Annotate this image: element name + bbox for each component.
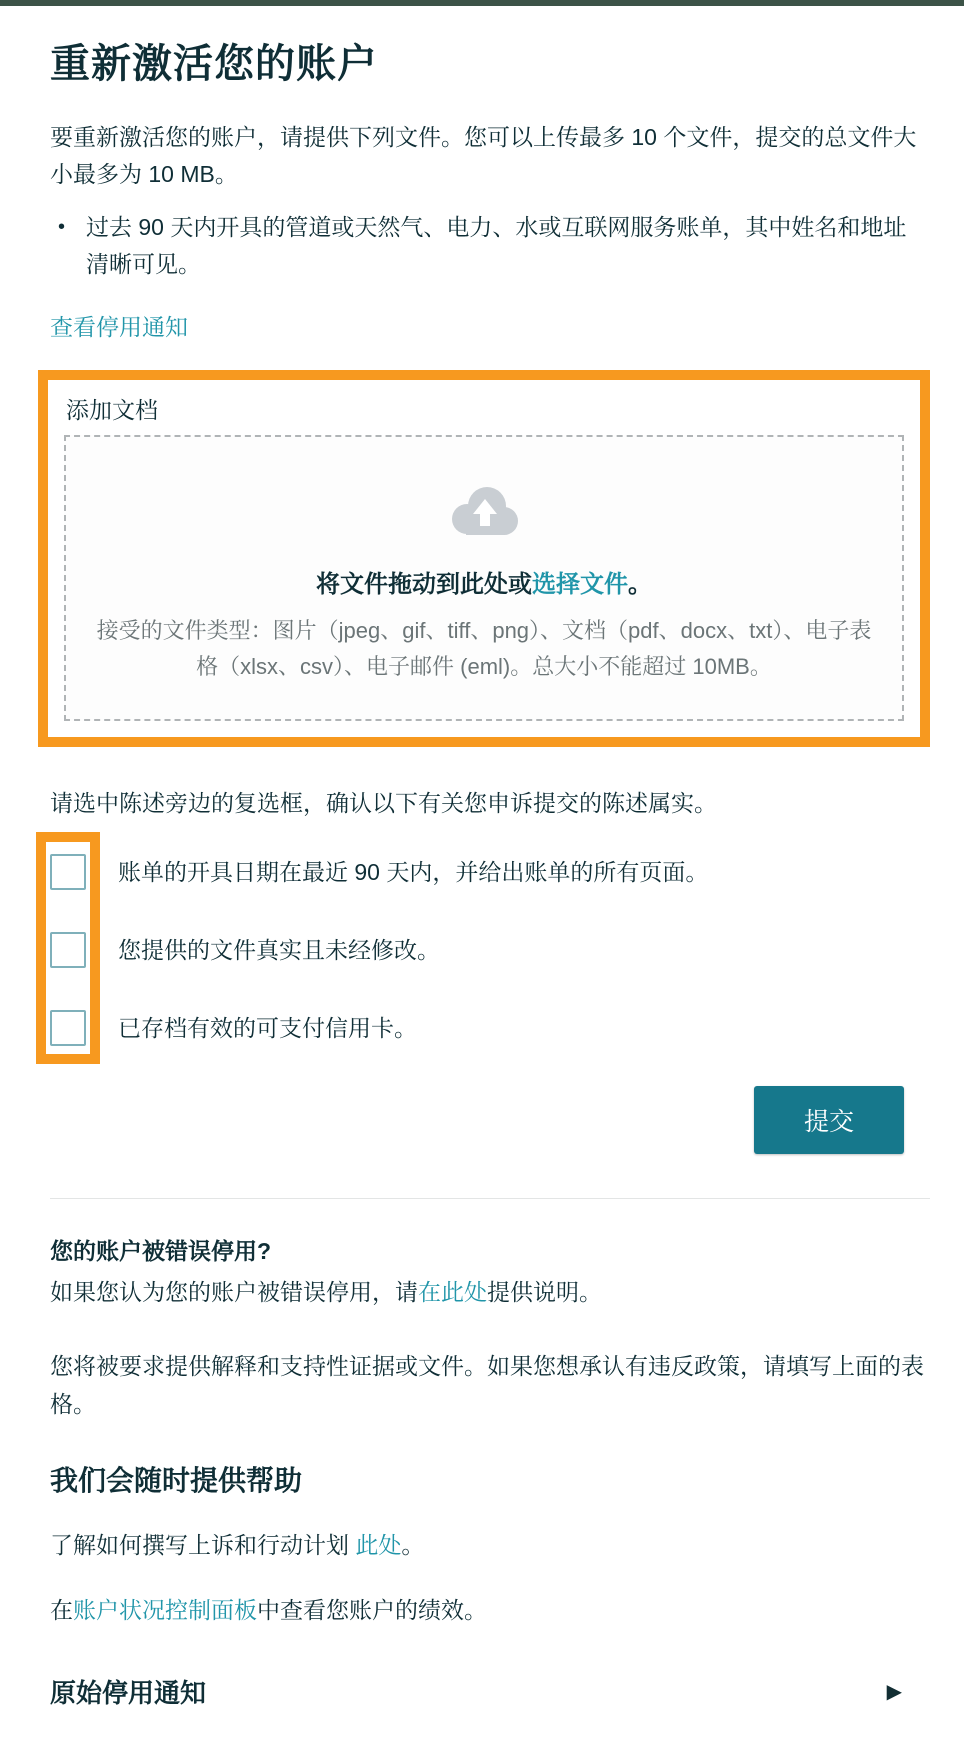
view-deactivation-notice-link[interactable]: 查看停用通知 (50, 314, 188, 340)
bullet-icon: • (58, 216, 66, 238)
add-documents-label: 添加文档 (66, 397, 158, 423)
checkbox-label: 账单的开具日期在最近 90 天内，并给出账单的所有页面。 (118, 859, 709, 885)
upload-cloud-icon (444, 479, 524, 546)
wrongly-deactivated-heading: 您的账户被错误停用? (50, 1238, 272, 1264)
here-link-explanation[interactable]: 在此处 (418, 1279, 487, 1305)
upload-highlight-box (38, 370, 930, 747)
bullet-text: 过去 90 天内开具的管道或天然气、电力、水或互联网服务账单，其中姓名和地址清晰可见。 (86, 214, 907, 277)
help-line-prefix: 了解如何撰写上诉和行动计划 (50, 1532, 356, 1558)
choose-files-link[interactable]: 选择文件 (532, 571, 628, 598)
original-notice-row[interactable] (50, 1673, 930, 1710)
top-border-bar (0, 0, 964, 6)
checkbox-instruction: 请选中陈述旁边的复选框，确认以下有关您申诉提交的陈述属实。 (50, 790, 717, 816)
bill-date-checkbox[interactable] (50, 854, 86, 890)
intro-text: 要重新激活您的账户，请提供下列文件。您可以上传最多 10 个文件，提交的总文件大小最多为 10 MB。 (50, 124, 917, 187)
checkbox-label: 您提供的文件真实且未经修改。 (118, 937, 440, 963)
wrongly-deactivated-line (50, 1274, 930, 1311)
checkbox-row-valid-card (50, 1010, 930, 1046)
explanation-paragraph: 您将被要求提供解释和支持性证据或文件。如果您想承认有违反政策，请填写上面的表格。 (50, 1353, 924, 1417)
confirmation-checkbox-group (50, 832, 930, 1064)
required-documents-list (50, 209, 930, 283)
wrong-line-suffix: 提供说明。 (487, 1279, 602, 1305)
page-title: 重新激活您的账户 (50, 42, 378, 86)
original-notice-heading: 原始停用通知 (50, 1678, 207, 1708)
list-item (50, 209, 910, 283)
here-link-appeal-guide[interactable]: 此处 (355, 1532, 402, 1558)
account-health-dashboard-link[interactable]: 账户状况控制面板 (73, 1597, 257, 1623)
checkbox-row-bill-date (50, 854, 930, 890)
file-dropzone[interactable] (64, 435, 904, 721)
dashboard-line-suffix: 中查看您账户的绩效。 (257, 1597, 487, 1623)
wrong-line-prefix: 如果您认为您的账户被错误停用，请 (50, 1279, 418, 1305)
section-divider (50, 1198, 930, 1199)
expand-arrow-icon[interactable]: ▶ (886, 1680, 902, 1703)
drag-text-prefix: 将文件拖动到此处或 (316, 571, 532, 598)
help-heading: 我们会随时提供帮助 (50, 1465, 303, 1496)
authentic-files-checkbox[interactable] (50, 932, 86, 968)
submit-button[interactable]: 提交 (754, 1086, 904, 1154)
account-health-line (50, 1592, 930, 1629)
checkbox-row-authentic-files (50, 932, 930, 968)
valid-card-checkbox[interactable] (50, 1010, 86, 1046)
appeal-guide-line (50, 1527, 930, 1564)
help-line-suffix: 。 (401, 1532, 425, 1558)
reactivate-account-page (0, 32, 964, 1740)
drag-drop-text (86, 564, 882, 599)
accepted-file-types-text: 接受的文件类型：图片（jpeg、gif、tiff、png）、文档（pdf、docx、txt）、电子表格（xlsx、csv）、电子邮件 (eml)。总大小不能超过 10MB。 (96, 618, 872, 679)
checkbox-label: 已存档有效的可支付信用卡。 (118, 1015, 417, 1041)
dashboard-line-prefix: 在 (50, 1597, 73, 1623)
drag-text-suffix: 。 (628, 571, 652, 598)
